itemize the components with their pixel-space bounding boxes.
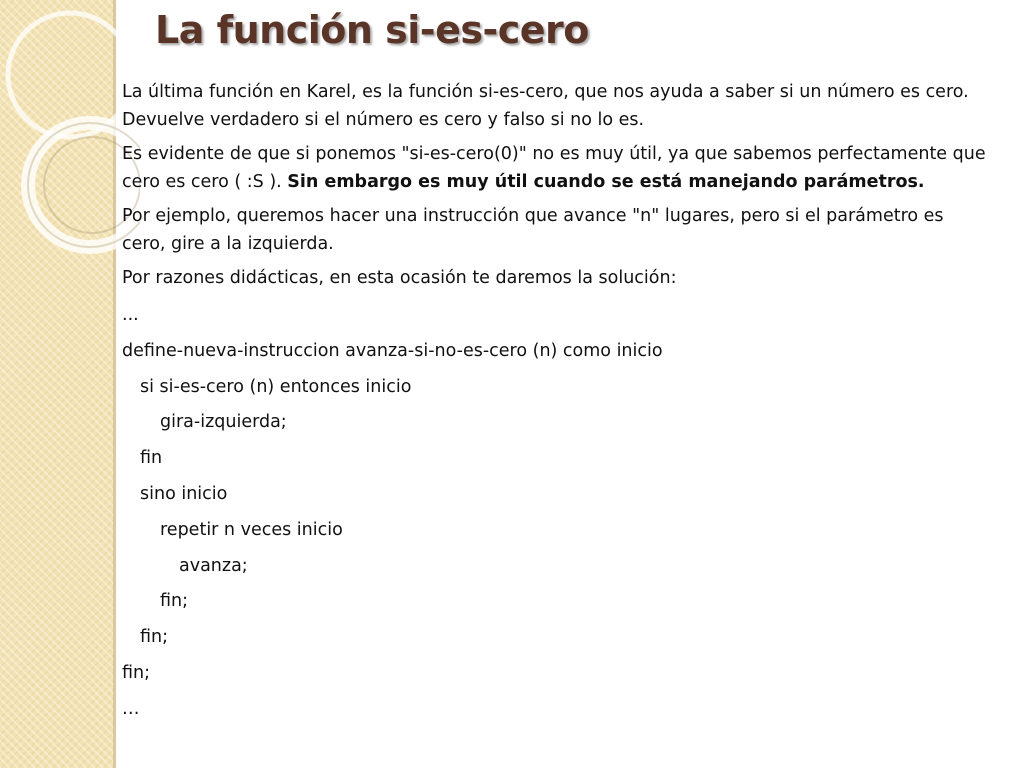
paragraph-example [122,202,992,258]
paragraph-intro [122,78,992,134]
code-line: fin [140,448,163,469]
code-line: fin; [160,591,189,612]
paragraph-evident [122,140,992,196]
code-line: avanza; [179,555,248,576]
code-line: si si-es-cero (n) entonces inicio [140,376,412,397]
code-line: repetir n veces inicio [160,519,343,540]
paragraph-example-text: Por ejemplo, queremos hacer una instrucción que avance "n" lugares, pero si el parámetro es cero, gire a la izquierda. [122,206,944,254]
paragraph-intro-text: La última función en Karel, es la función si-es-cero, que nos ayuda a saber si un número es cero. Devuelve verdadero si el número es cero y falso si no lo es. [122,82,969,130]
code-line: ... [122,305,139,325]
code-block [122,298,992,728]
code-line: fin; [140,627,169,648]
decorative-circles-graphic [0,0,140,768]
paragraph-evident-text: Es evidente de que si ponemos "si-es-cero(0)" no es muy útil, ya que sabemos perfectamente que cero es cero ( :S ). [122,144,986,192]
slide-title: La función si-es-cero [155,8,589,52]
code-line: sino inicio [140,483,228,504]
code-line: gira-izquierda; [160,412,287,433]
slide-body [122,78,992,728]
paragraph-solution [122,264,992,292]
paragraph-solution-text: Por razones didácticas, en esta ocasión te daremos la solución: [122,268,677,288]
code-line: fin; [122,662,151,683]
code-line: define-nueva-instruccion avanza-si-no-es-cero (n) como inicio [122,340,663,361]
paragraph-evident-bold: Sin embargo es muy útil cuando se está manejando parámetros. [287,172,925,192]
code-line: … [122,698,140,719]
